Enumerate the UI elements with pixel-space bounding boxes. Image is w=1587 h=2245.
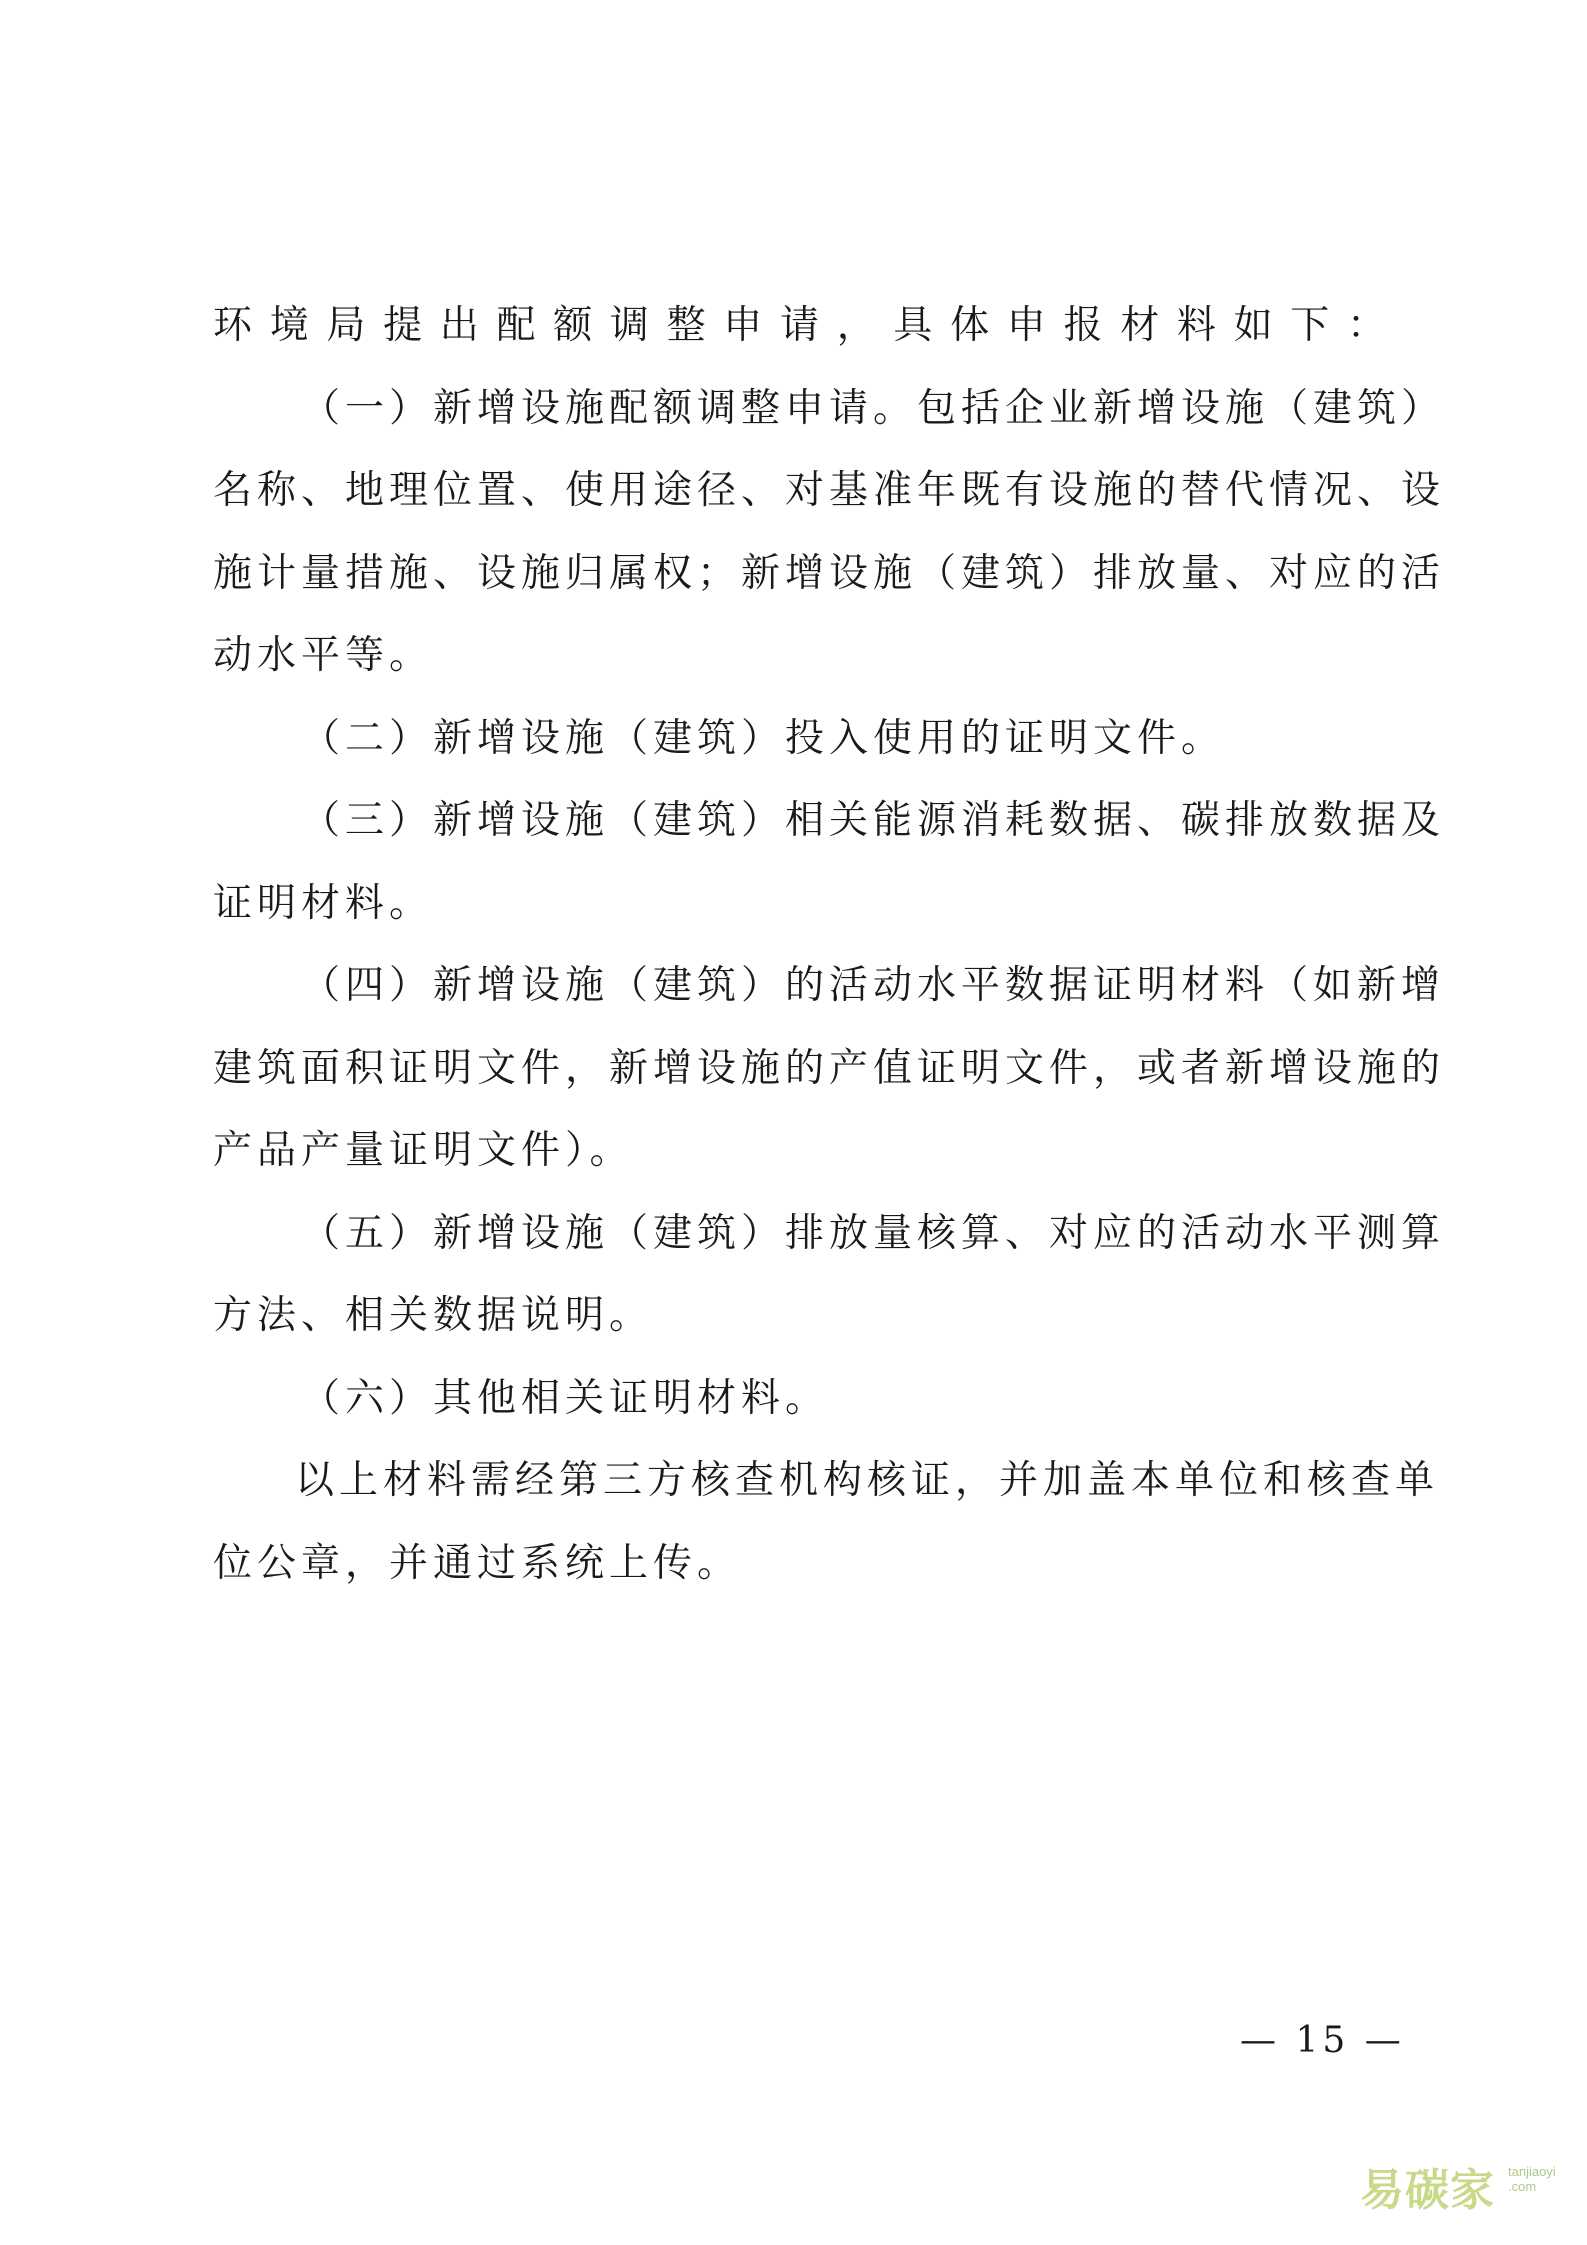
text-line-7: （三）新增设施（建筑）相关能源消耗数据、碳排放数据及 <box>301 798 1446 843</box>
watermark-logo <box>1360 2150 1570 2220</box>
text-line-16: 位公章，并通过系统上传。 <box>213 1540 742 1586</box>
text-line-12: （五）新增设施（建筑）排放量核算、对应的活动水平测算 <box>301 1210 1446 1256</box>
text-line-11: 产品产量证明文件）。 <box>213 1128 634 1173</box>
text-line-13: 方法、相关数据说明。 <box>213 1293 654 1338</box>
text-line-6: （二）新增设施（建筑）投入使用的证明文件。 <box>301 715 1226 761</box>
text-line-15: 以上材料需经第三方核查机构核证，并加盖本单位和核查单 <box>295 1458 1440 1503</box>
watermark-brand: 易碳家 <box>1360 2165 1495 2216</box>
watermark-domain-line2: .com <box>1508 2179 1537 2194</box>
page-number: — 15 — <box>1240 2020 1405 2061</box>
text-line-8: 证明材料。 <box>213 880 434 926</box>
text-line-4: 施计量措施、设施归属权；新增设施（建筑）排放量、对应的活 <box>213 550 1446 596</box>
text-line-10: 建筑面积证明文件，新增设施的产值证明文件，或者新增设施的 <box>213 1045 1446 1091</box>
text-line-2: （一）新增设施配额调整申请。包括企业新增设施（建筑） <box>301 385 1446 431</box>
text-line-3: 名称、地理位置、使用途径、对基准年既有设施的替代情况、设 <box>213 468 1446 513</box>
watermark-domain <box>1508 2164 1556 2194</box>
document-body <box>213 285 1446 1605</box>
text-line-1: 环境局提出配额调整申请，具体申报材料如下： <box>213 303 1391 348</box>
watermark-domain-line1: tanjiaoyi <box>1508 2164 1556 2179</box>
text-line-5: 动水平等。 <box>213 633 434 678</box>
text-line-9: （四）新增设施（建筑）的活动水平数据证明材料（如新增 <box>301 963 1446 1008</box>
text-line-14: （六）其他相关证明材料。 <box>301 1375 830 1421</box>
